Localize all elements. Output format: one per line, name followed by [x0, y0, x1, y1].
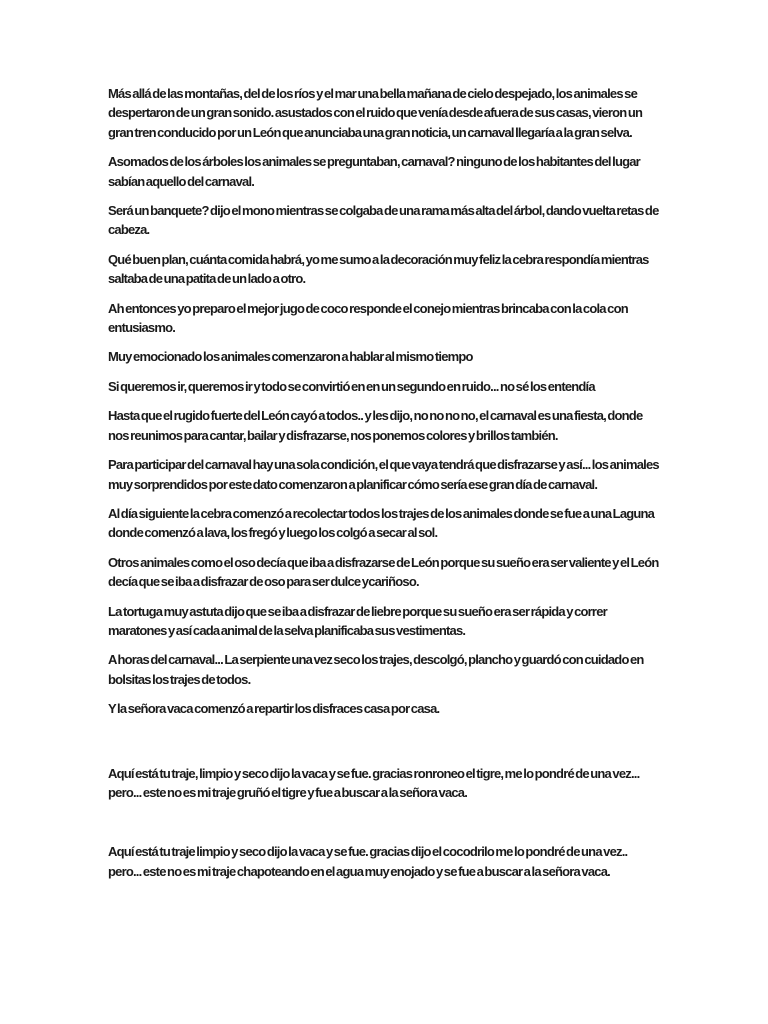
paragraph-zebra-decoration: Qué buen plan, cuánta comida habrá, yo me sumo a la decoración muy feliz la cebra respondía mientras saltaba de una patita de un lado a otro.: [108, 251, 649, 287]
paragraph-lion-roar-explanation: Hasta que el rugido fuerte del León cayó a todos.. y les dijo, no no no no, el carnaval es una fiesta, donde nos reunimos para cantar, bailar y disfrazarse, nos ponemos colores y brillos también.: [108, 408, 643, 443]
paragraph-turtle-hare-costume: La tortuga muy astuta dijo que se iba a disfrazar de liebre porque su sueño era ser rápida y correr maratones y así cada animal de la selva planificaba sus vestimentas.: [108, 603, 607, 638]
paragraph-zebra-washing-costumes: Al día siguiente la cebra comenzó a recolectar todos los trajes de los animales donde se fue a una Laguna donde comenzó a lava, los fregó y luego los colgó a secar al sol.: [108, 505, 655, 541]
paragraph-monkey-banquet: Será un banquete? dijo el mono mientras se colgaba de una rama más alta del árbol, dando vuelta retas de cabeza.: [108, 203, 659, 238]
paragraph-animals-wondering: Asomados de los árboles los animales se preguntaban, carnaval? ninguno de los habitantes del lugar sabían aquello del carnaval.: [108, 154, 640, 189]
paragraph-intro-carnival-announcement: Más allá de las montañas, del de los ríos y el mar una bella mañana de cielo despejado, los animales se despertaron de un gran sonido. asustados con el ruido que venía desde afuera de sus casas, vieron un gran tren conducido por un León que anunciaba una gran noticia, un carnaval llegaría a la gran selva.: [108, 86, 643, 140]
document-text: [108, 84, 660, 891]
paragraph-bear-lion-costumes: Otros animales como el oso decía que iba a disfrazarse de León porque su sueño era ser valiente y el León decía que se iba a disfrazar de oso para ser dulce ycariñoso.: [108, 554, 659, 590]
paragraph-rabbit-coconut-juice: Ah entonces yo preparo el mejor jugo de coco responde el conejo mientras brincaba con la cola con entusiasmo.: [108, 300, 628, 336]
paragraph-noise-second: Si queremos ir, queremos ir y todo se convirtió en en un segundo en ruido... no sé los entendía: [108, 378, 595, 394]
paragraph-animals-talking: Muy emocionado los animales comenzaron a hablar al mismo tiempo: [108, 349, 473, 365]
paragraph-cow-delivering: Y la señora vaca comenzó a repartir los disfraces casa por casa.: [108, 701, 440, 717]
paragraph-snake-packing: A horas del carnaval... La serpiente una vez seco los trajes, descolgó, plancho y guardó con cuidado en bolsitas los trajes de todos.: [108, 652, 644, 687]
paragraph-crocodile-wrong-costume: Aquí está tu traje limpio y seco dijo la vaca y se fue. gracias dijo el cocodrilo me lo pondré de una vez.. pero... este no es mi traje chapoteando en el agua muy enojado y se fue a buscar a la señora vaca.: [108, 844, 628, 879]
paragraph-tiger-wrong-costume: Aquí está tu traje, limpio y seco dijo la vaca y se fue. gracias ronroneo el tigre, me lo pondré de una vez... pero... este no es mi traje gruñó el tigre y fue a buscar a la señora vaca.: [108, 765, 640, 800]
paragraph-carnival-condition: Para participar del carnaval hay una sola condición, el que vaya tendrá que disfrazarse y así... los animales muy sorprendidos por este dato comenzaron a planificar cómo sería ese gran día de carnaval.: [108, 457, 659, 492]
